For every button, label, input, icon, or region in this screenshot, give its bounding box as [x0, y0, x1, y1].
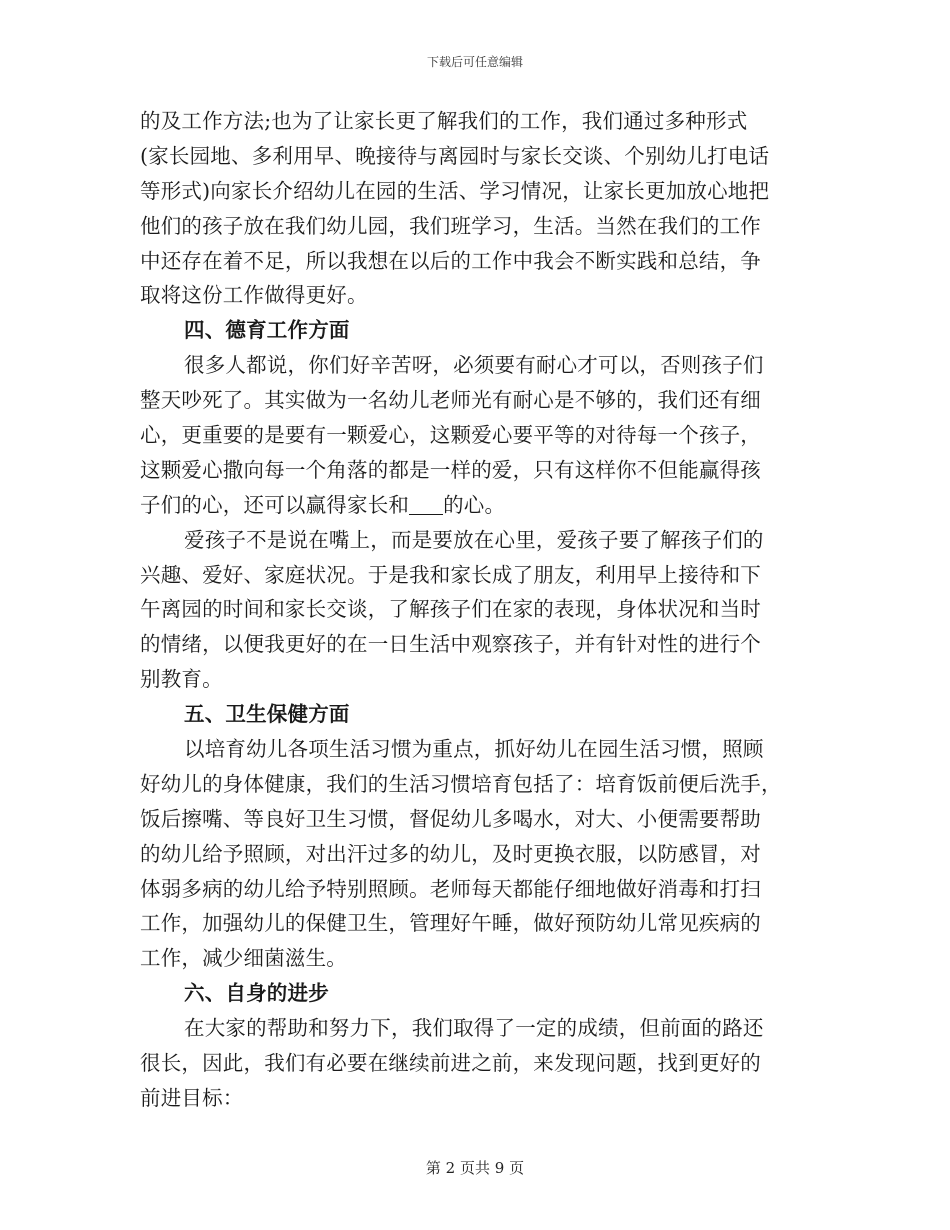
paragraph-line: (家长园地、多利用早、晚接待与离园时与家长交谈、个别幼儿打电话 [140, 143, 770, 168]
paragraph-line [140, 488, 820, 523]
paragraph-line: 这颗爱心撒向每一个角落的都是一样的爱，只有这样你不但能赢得孩 [140, 457, 761, 482]
paragraph-line: 很长，因此，我们有必要在继续前进之前，来发现问题，找到更好的 [140, 1051, 761, 1076]
paragraph-line: 的及工作方法;也为了让家长更了解我们的工作，我们通过多种形式 [140, 109, 748, 133]
paragraph-line: 等形式)向家长介绍幼儿在园的生活、学习情况，让家长更加放心地把 [140, 178, 770, 203]
paragraph-line: 午离园的时间和家长交谈，了解孩子们在家的表现，身体状况和当时 [140, 597, 761, 622]
section-heading-moral-education: 四、德育工作方面 [184, 318, 350, 343]
paragraph-line: 的情绪，以便我更好的在一日生活中观察孩子，并有针对性的进行个 [140, 632, 761, 657]
paragraph-line: 很多人都说，你们好辛苦呀，必须要有耐心才可以，否则孩子们 [184, 353, 764, 378]
paragraph-line: 兴趣、爱好、家庭状况。于是我和家长成了朋友，利用早上接待和下 [140, 562, 761, 587]
paragraph-line: 的幼儿给予照顾，对出汗过多的幼儿，及时更换衣服，以防感冒，对 [140, 841, 761, 866]
paragraph-line: 好幼儿的身体健康，我们的生活习惯培育包括了：培育饭前便后洗手， [140, 771, 782, 796]
paragraph-line: 工作，减少细菌滋生。 [140, 946, 347, 971]
line-text: 子们的心，还可以赢得家长和 [140, 492, 410, 517]
paragraph-line: 在大家的帮助和努力下，我们取得了一定的成绩，但前面的路还 [184, 1016, 764, 1041]
paragraph-line: 整天吵死了。其实做为一名幼儿老师光有耐心是不够的，我们还有细 [140, 388, 761, 413]
section-heading-self-progress: 六、自身的进步 [184, 981, 329, 1006]
paragraph-line: 工作，加强幼儿的保健卫生，管理好午睡，做好预防幼儿常见疾病的 [140, 911, 761, 936]
paragraph-line: 他们的孩子放在我们幼儿园，我们班学习，生活。当然在我们的工作 [140, 213, 761, 238]
paragraph-line: 取将这份工作做得更好。 [140, 283, 368, 308]
paragraph-line: 中还存在着不足，所以我想在以后的工作中我会不断实践和总结，争 [140, 248, 761, 273]
paragraph-line: 爱孩子不是说在嘴上，而是要放在心里，爱孩子要了解孩子们的 [184, 527, 764, 552]
document-body [140, 104, 820, 1116]
paragraph-line: 体弱多病的幼儿给予特别照顾。老师每天都能仔细地做好消毒和打扫 [140, 876, 761, 901]
paragraph-line: 心，更重要的是要有一颗爱心，这颗爱心要平等的对待每一个孩子， [140, 423, 761, 448]
paragraph-line: 前进目标： [140, 1085, 244, 1110]
page-footer: 第 2 页共 9 页 [425, 1159, 525, 1177]
paragraph-line: 别教育。 [140, 667, 223, 692]
fill-in-blank [409, 494, 443, 515]
paragraph-line: 饭后擦嘴、等良好卫生习惯，督促幼儿多喝水，对大、小便需要帮助 [140, 806, 761, 831]
line-text: 的心。 [443, 492, 506, 517]
section-heading-health-care: 五、卫生保健方面 [184, 702, 350, 727]
page-header: 下载后可任意编辑 [426, 55, 523, 69]
paragraph-line: 以培育幼儿各项生活习惯为重点，抓好幼儿在园生活习惯，照顾 [184, 737, 764, 762]
